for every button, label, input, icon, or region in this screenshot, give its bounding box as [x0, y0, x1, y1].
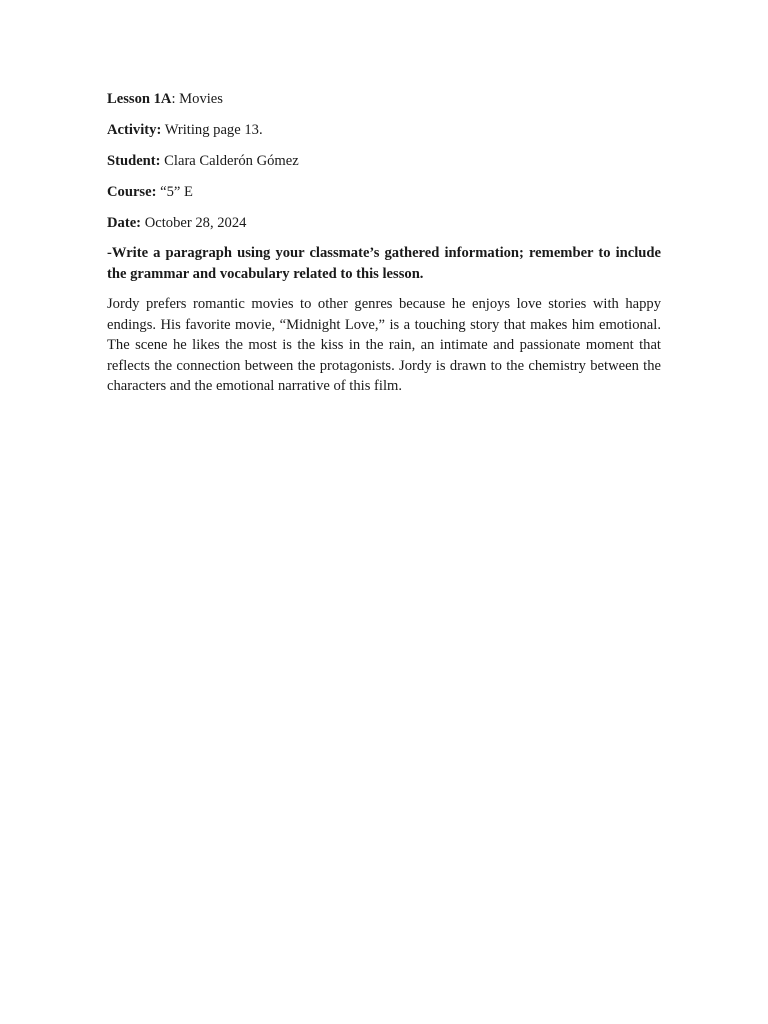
document-body	[107, 89, 661, 397]
course-line	[107, 182, 661, 202]
student-value: Clara Calderón Gómez	[160, 153, 299, 169]
lesson-value: : Movies	[171, 91, 223, 107]
writing-prompt: -Write a paragraph using your classmate’s gathered information; remember to include the grammar and vocabulary related to this lesson.	[107, 245, 661, 282]
activity-label: Activity:	[107, 122, 162, 138]
lesson-label: Lesson 1A	[107, 91, 172, 107]
student-line	[107, 151, 661, 171]
course-label: Course:	[107, 184, 157, 200]
student-label: Student:	[107, 153, 161, 169]
student-paragraph: Jordy prefers romantic movies to other genres because he enjoys love stories with happy endings. His favorite movie, “Midnight Love,” is a touching story that makes him emotional. The scene he likes the most is the kiss in the rain, an intimate and passionate moment that reflects the connection between the protagonists. Jordy is drawn to the chemistry between the characters and the emotional narrative of this film.	[107, 296, 661, 395]
activity-value: Writing page 13.	[161, 122, 263, 138]
lesson-line	[107, 89, 661, 109]
course-value: “5” E	[156, 184, 193, 200]
date-line	[107, 213, 661, 233]
activity-line	[107, 120, 661, 140]
date-value: October 28, 2024	[141, 215, 247, 231]
date-label: Date:	[107, 215, 142, 231]
